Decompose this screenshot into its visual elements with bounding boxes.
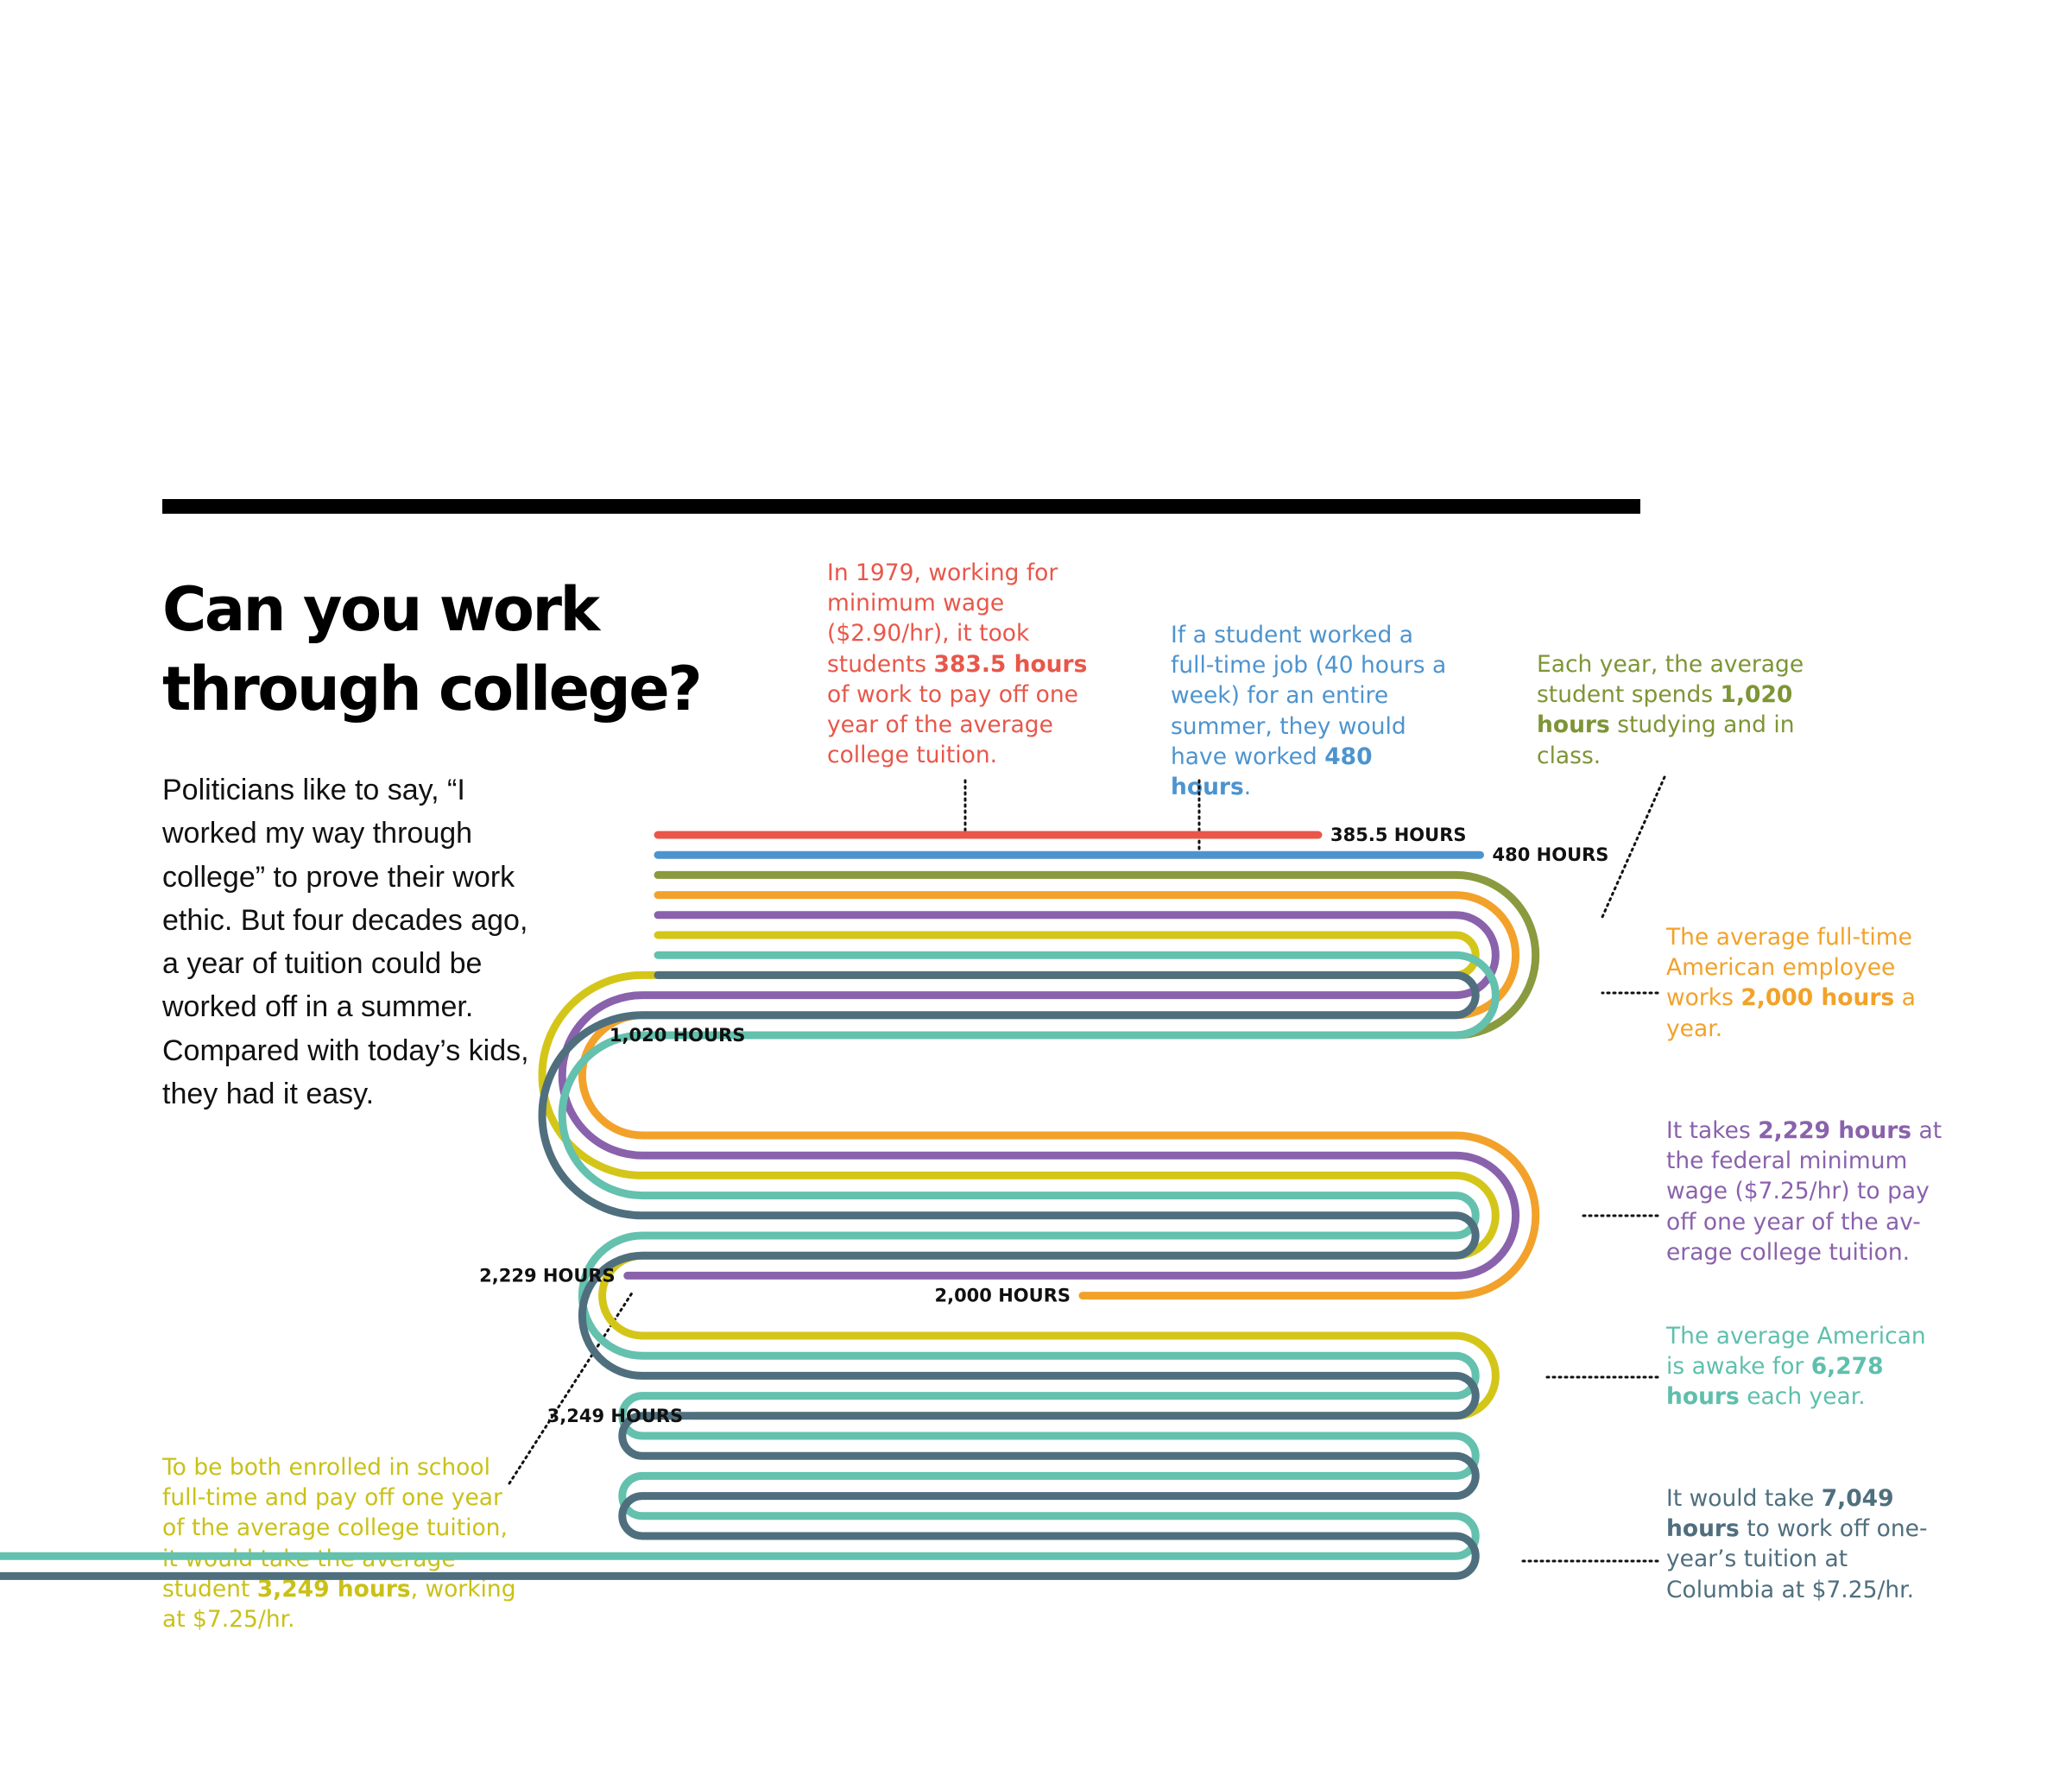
note-summer-job: If a student worked a full-time job (40 hours a week) for an entire summer, they would have worked 480 hours. (1171, 622, 1447, 801)
hour-label-2-229-hours: 2,229 HOURS (479, 1265, 616, 1286)
series-line-2-229-hours (562, 915, 1515, 1276)
hour-label-1-020-hours: 1,020 HOURS (609, 1025, 746, 1046)
note-1979-minimum-wage: In 1979, working for minimum wage ($2.90/hr), it took students 383.5 hours of work to pay off one year of the average college tuition. (827, 559, 1088, 769)
hour-label-3-249-hours: 3,249 HOURS (546, 1405, 684, 1426)
series-lines (0, 835, 1536, 1576)
note-federal-minimum-wage: It takes 2,229 hours at the federal minimum wage ($7.25/hr) to pay off one year of the av- erage college tuition. (1666, 1117, 1942, 1266)
note-studying: Each year, the average student spends 1,020 hours studying and in class. (1537, 651, 1804, 769)
page-title: Can you work through college? (162, 574, 701, 724)
series-line-3-249-hours (542, 935, 1495, 1416)
note-awake-hours: The average American is awake for 6,278 hours each year. (1666, 1323, 1926, 1411)
hour-label-385-5-hours: 385.5 HOURS (1330, 825, 1467, 845)
note-full-time-employee: The average full-time American employee works 2,000 hours a year. (1666, 924, 1916, 1042)
hour-label-480-hours: 480 HOURS (1492, 844, 1609, 866)
note-enrolled-and-working: To be both enrolled in school full-time and pay off one year of the average college tuition, it would take the average student 3,249 hours, working at $7.25/hr. (162, 1454, 516, 1634)
leader-olive (1602, 777, 1665, 917)
hour-label-2-000-hours: 2,000 HOURS (934, 1285, 1071, 1306)
intro-text: Politicians like to say, “I worked my way through college” to prove their work ethic. But four decades ago, a year of tuition could be worked off in a summer. Compared with today’s kids, they had it easy. (162, 774, 529, 1111)
note-columbia-tuition: It would take 7,049 hours to work off one-year’s tuition at Columbia at $7.25/hr. (1666, 1485, 1928, 1603)
